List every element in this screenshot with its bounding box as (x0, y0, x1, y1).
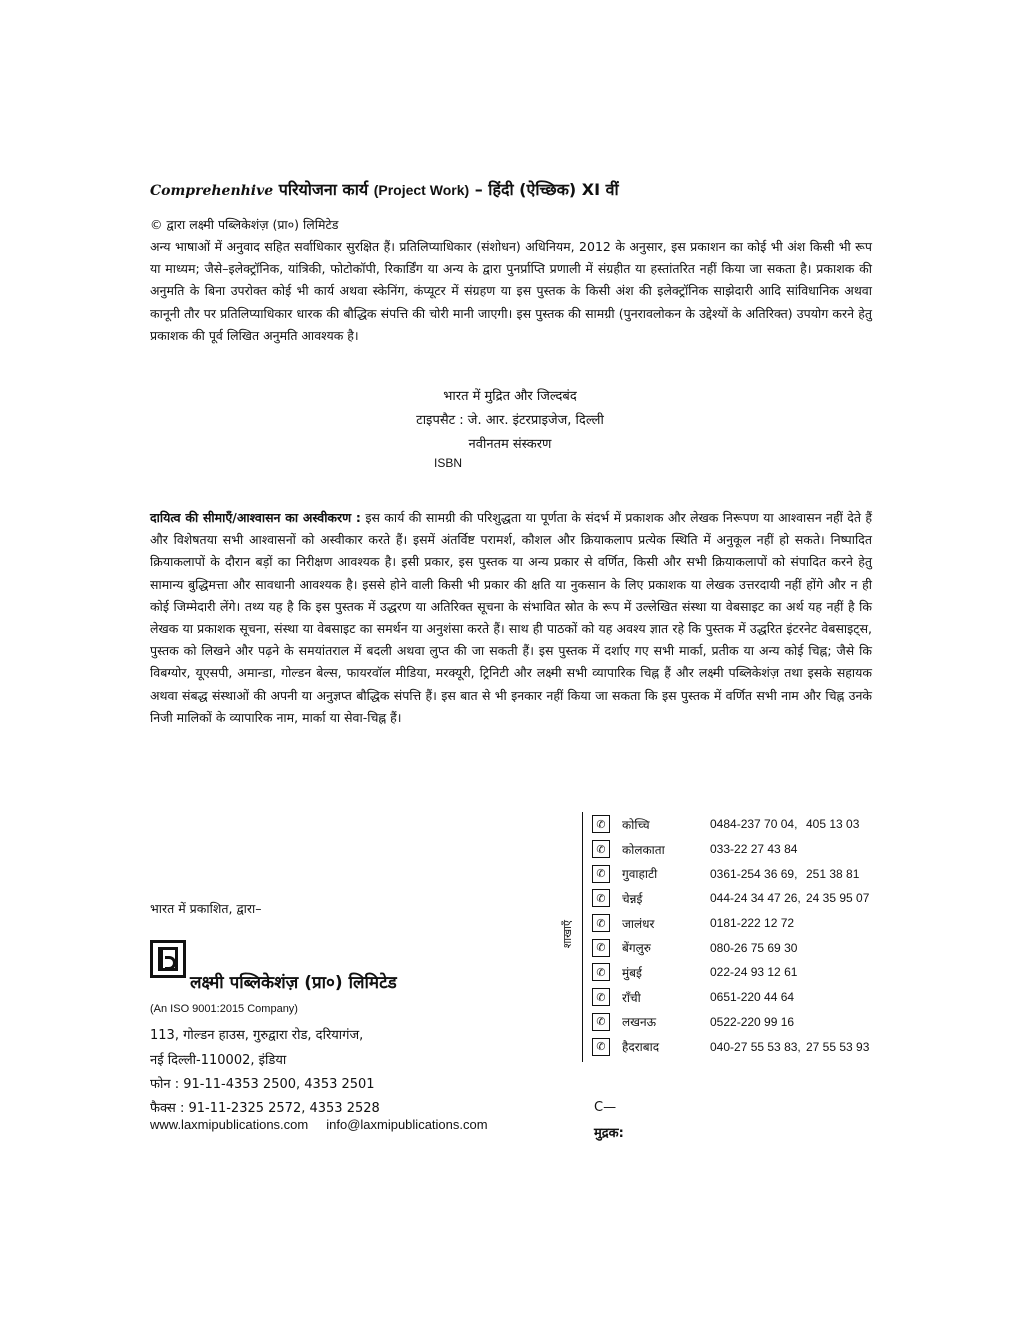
publisher-logo-icon (150, 940, 186, 978)
branches-label: शाखाएँ (561, 920, 574, 949)
branch-city: जालंधर (622, 916, 655, 931)
branch-row (592, 985, 869, 1010)
iso-certification: (An ISO 9001:2015 Company) (150, 1003, 298, 1015)
book-title (150, 178, 619, 200)
typeset-by: टाइपसैट : जे. आर. इंटरप्राइजेज, दिल्ली (416, 413, 604, 428)
branch-city: राँची (622, 990, 641, 1005)
branch-city: मुंबई (622, 965, 642, 980)
branch-city: हैदराबाद (622, 1040, 660, 1055)
phone-icon: ✆ (592, 840, 610, 858)
publisher-name: लक्ष्मी पब्लिकेशंज़ (प्रा०) लिमिटेड (190, 973, 397, 993)
fax-line: फैक्स : 91-11-2325 2572, 4353 2528 (150, 1101, 380, 1116)
web-contact (150, 1117, 488, 1132)
branch-row (592, 837, 869, 862)
branch-city: कोच्चि (622, 817, 650, 832)
branch-phone-1: 022-24 93 12 61 (710, 965, 798, 980)
branch-row (592, 861, 869, 886)
phone-icon: ✆ (592, 889, 610, 907)
branch-phone-2: 27 55 53 93 (806, 1039, 870, 1054)
title-english: (Project Work) (373, 182, 470, 198)
branch-phone-1: 0181-222 12 72 (710, 916, 795, 931)
branch-city: लखनऊ (622, 1015, 657, 1030)
print-info (300, 385, 720, 457)
phone-icon: ✆ (592, 963, 610, 981)
phone-icon: ✆ (592, 1013, 610, 1031)
rights-paragraph: अन्य भाषाओं में अनुवाद सहित सर्वाधिकार सुरक्षित हैं। प्रतिलिप्याधिकार (संशोधन) अधिनियम, 2012 के अनुसार, इस प्रकाशन का कोई भी अंश किसी भी रूप या माध्यम; जैसे–इलेक्ट्रॉनिक, यांत्रिकी, फोटोकॉपी, रिकार्डिंग या अन्य के द्वारा पुनर्प्राप्ति प्रणाली में संग्रहीत या हस्तांतरित नहीं किया जा सकता है। प्रकाशक की अनुमति के बिना उपरोक्त कोई भी कार्य अथवा स्केनिंग, कंप्यूटर में संग्रहण या इस पुस्तक के किसी अंश की इलेक्ट्रॉनिक साझेदारी आदि सांविधानिक अथवा कानूनी तौर पर प्रतिलिप्याधिकार धारक की बौद्धिक संपत्ति की चोरी मानी जाएगी। इस पुस्तक की सामग्री (पुनरावलोकन के उद्देश्यों के अतिरिक्त) उपयोग करने हेतु प्रकाशक की पूर्व लिखित अनुमति आवश्यक है। (150, 239, 872, 343)
branch-phone-1: 0484-237 70 04, (710, 817, 798, 832)
branch-row (592, 812, 869, 837)
branch-phone-2: 251 38 81 (806, 866, 860, 881)
phone-icon: ✆ (592, 865, 610, 883)
branch-phone-2: 405 13 03 (806, 817, 860, 832)
branch-row (592, 886, 869, 911)
title-brand: Comprehenhive (150, 183, 274, 199)
phone-icon: ✆ (592, 939, 610, 957)
branch-row (592, 960, 869, 985)
address-line-1: 113, गोल्डन हाउस, गुरुद्वारा रोड, दरियागंज, (150, 1028, 364, 1043)
printer-code: C— (594, 1100, 617, 1115)
branches-divider (582, 812, 583, 1062)
email-link[interactable]: info@laxmipublications.com (326, 1117, 488, 1132)
phone-icon: ✆ (592, 815, 610, 833)
disclaimer-paragraph (150, 507, 872, 729)
branch-phone-1: 080-26 75 69 30 (710, 940, 798, 955)
title-main: परियोजना कार्य (278, 180, 369, 199)
branch-row (592, 911, 869, 936)
edition: नवीनतम संस्करण (468, 437, 552, 452)
branch-city: चेन्नई (622, 891, 643, 906)
branch-city: कोलकाता (622, 842, 665, 857)
title-rest: – हिंदी (ऐच्छिक) XI वीं (474, 180, 619, 199)
phone-icon: ✆ (592, 914, 610, 932)
disclaimer-text: इस कार्य की सामग्री की परिशुद्धता या पूर्णता के संदर्भ में प्रकाशक और लेखक निरूपण या आश्वासन नहीं देते हैं और विशेषतया सभी आश्वासनों को अस्वीकार करते हैं। इसमें अंतर्विष्ट परामर्श, कौशल और क्रियाकलाप प्रत्येक स्थिति में अनुकूल नहीं हो सकते। निष्पादित क्रियाकलापों के दौरान बड़ों का निरीक्षण आवश्यक है। इसी प्रकार, इस पुस्तक या अन्य प्रकार से वर्णित, किसी और सभी क्रियाकलापों को संपादित करने हेतु सामान्य बुद्धिमत्ता और सावधानी आवश्यक है। इससे होने वाली किसी भी प्रकार की क्षति या नुकसान के लिए प्रकाशक या लेखक उत्तरदायी नहीं होंगे और न ही कोई जिम्मेदारी लेंगे। तथ्य यह है कि इस पुस्तक में उद्धरण या अतिरिक्त सूचना के संभावित स्रोत के रूप में उल्लेखित संस्था या वेबसाइट का अर्थ यह नहीं है कि लेखक या प्रकाशक सूचना, संस्था या वेबसाइट का समर्थन या अनुशंसा करते हैं। साथ ही पाठकों को यह अवश्य ज्ञात रहे कि पुस्तक में उद्धरित इंटरनेट वेबसाइट्स, पुस्तक को लिखने और पढ़ने के समयांतराल में बदली अथवा लुप्त की जा सकती हैं। इस पुस्तक में दर्शाए गए सभी मार्का, प्रतीक या अन्य कोई चिह्न; जैसे कि विबग्योर, यूएसपी, अमान्डा, गोल्डन बेल्स, फायरवॉल मीडिया, मरक्यूरी, ट्रिनिटी और लक्ष्मी सभी व्यापारिक चिह्न हैं और लक्ष्मी पब्लिकेशंज़ तथा इसके सहायक अथवा संबद्ध संस्थाओं की अपनी या अनुज्ञप्त बौद्धिक संपत्ति हैं। इस बात से भी इनकार नहीं किया जा सकता कि इस पुस्तक में वर्णित सभी नाम और चिह्न उनके निजी मालिकों के व्यापारिक नाम, मार्का या सेवा-चिह्न हैं। (150, 510, 873, 725)
branch-phone-2: 24 35 95 07 (806, 891, 870, 906)
branch-city: गुवाहाटी (622, 867, 658, 882)
branch-phone-1: 0522-220 99 16 (710, 1014, 795, 1029)
branch-phone-1: 0361-254 36 69, (710, 866, 798, 881)
branch-row (592, 935, 869, 960)
published-label: भारत में प्रकाशित, द्वारा– (150, 901, 262, 916)
phone-icon: ✆ (592, 988, 610, 1006)
printer-label: मुद्रक: (594, 1126, 624, 1141)
copyright-line: © द्वारा लक्ष्मी पब्लिकेशंज़ (प्रा०) लिमिटेड (150, 217, 339, 232)
printed-in-india: भारत में मुद्रित और जिल्दबंद (443, 389, 577, 404)
branches-list (592, 812, 869, 1059)
website-link[interactable]: www.laxmipublications.com (150, 1117, 309, 1132)
branch-phone-1: 044-24 34 47 26, (710, 891, 801, 906)
branch-phone-1: 033-22 27 43 84 (710, 842, 798, 857)
phone-icon: ✆ (592, 1038, 610, 1056)
address-line-2: नई दिल्ली-110002, इंडिया (150, 1053, 287, 1068)
branch-row (592, 1010, 869, 1035)
branch-phone-1: 0651-220 44 64 (710, 990, 795, 1005)
branch-row (592, 1034, 869, 1059)
isbn-label: ISBN (434, 456, 463, 470)
disclaimer-heading: दायित्व की सीमाएँ/आश्वासन का अस्वीकरण : (150, 510, 361, 525)
branch-phone-1: 040-27 55 53 83, (710, 1039, 801, 1054)
branch-city: बेंगलुरु (622, 941, 651, 956)
phone-line: फोन : 91-11-4353 2500, 4353 2501 (150, 1077, 375, 1092)
